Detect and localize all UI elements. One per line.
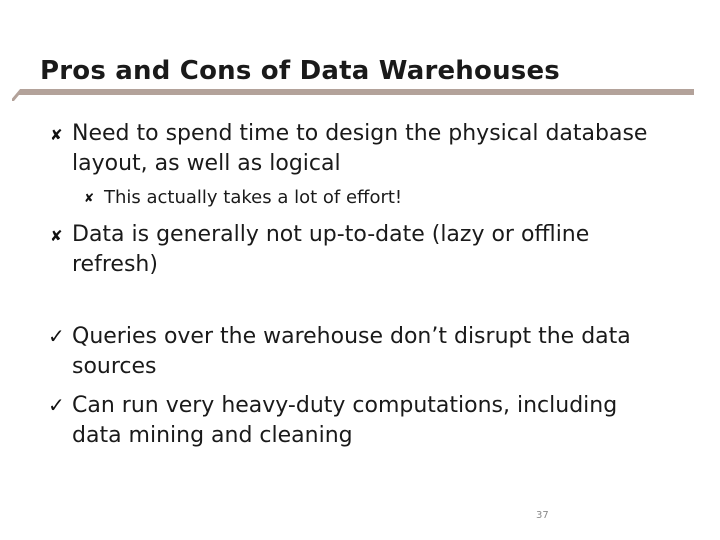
con-subitem-1 — [84, 186, 684, 210]
cross-icon: ✘ — [50, 227, 63, 245]
con-item-2 — [50, 220, 690, 280]
con-item-line: refresh) — [72, 252, 158, 277]
pro-item-line: Can run very heavy-duty computations, including — [72, 393, 618, 418]
con-subitem-text: This actually takes a lot of effort! — [104, 187, 403, 208]
con-item-1 — [50, 119, 690, 179]
title-underline — [12, 89, 694, 101]
cross-icon: ✘ — [50, 126, 63, 144]
pro-item-line: Queries over the warehouse don’t disrupt the data — [72, 324, 631, 349]
pro-item-1 — [48, 322, 688, 382]
con-item-line: Data is generally not up-to-date (lazy or offline — [72, 222, 590, 247]
slide-title: Pros and Cons of Data Warehouses — [40, 56, 560, 86]
con-item-line: layout, as well as logical — [72, 151, 341, 176]
page-number: 37 — [536, 510, 549, 521]
cross-icon: ✘ — [84, 191, 95, 205]
con-item-line: Need to spend time to design the physical database — [72, 121, 648, 146]
checkmark-icon: ✓ — [48, 324, 65, 348]
pro-item-line: sources — [72, 354, 157, 379]
pro-item-2 — [48, 391, 688, 451]
checkmark-icon: ✓ — [48, 393, 65, 417]
pro-item-line: data mining and cleaning — [72, 423, 353, 448]
